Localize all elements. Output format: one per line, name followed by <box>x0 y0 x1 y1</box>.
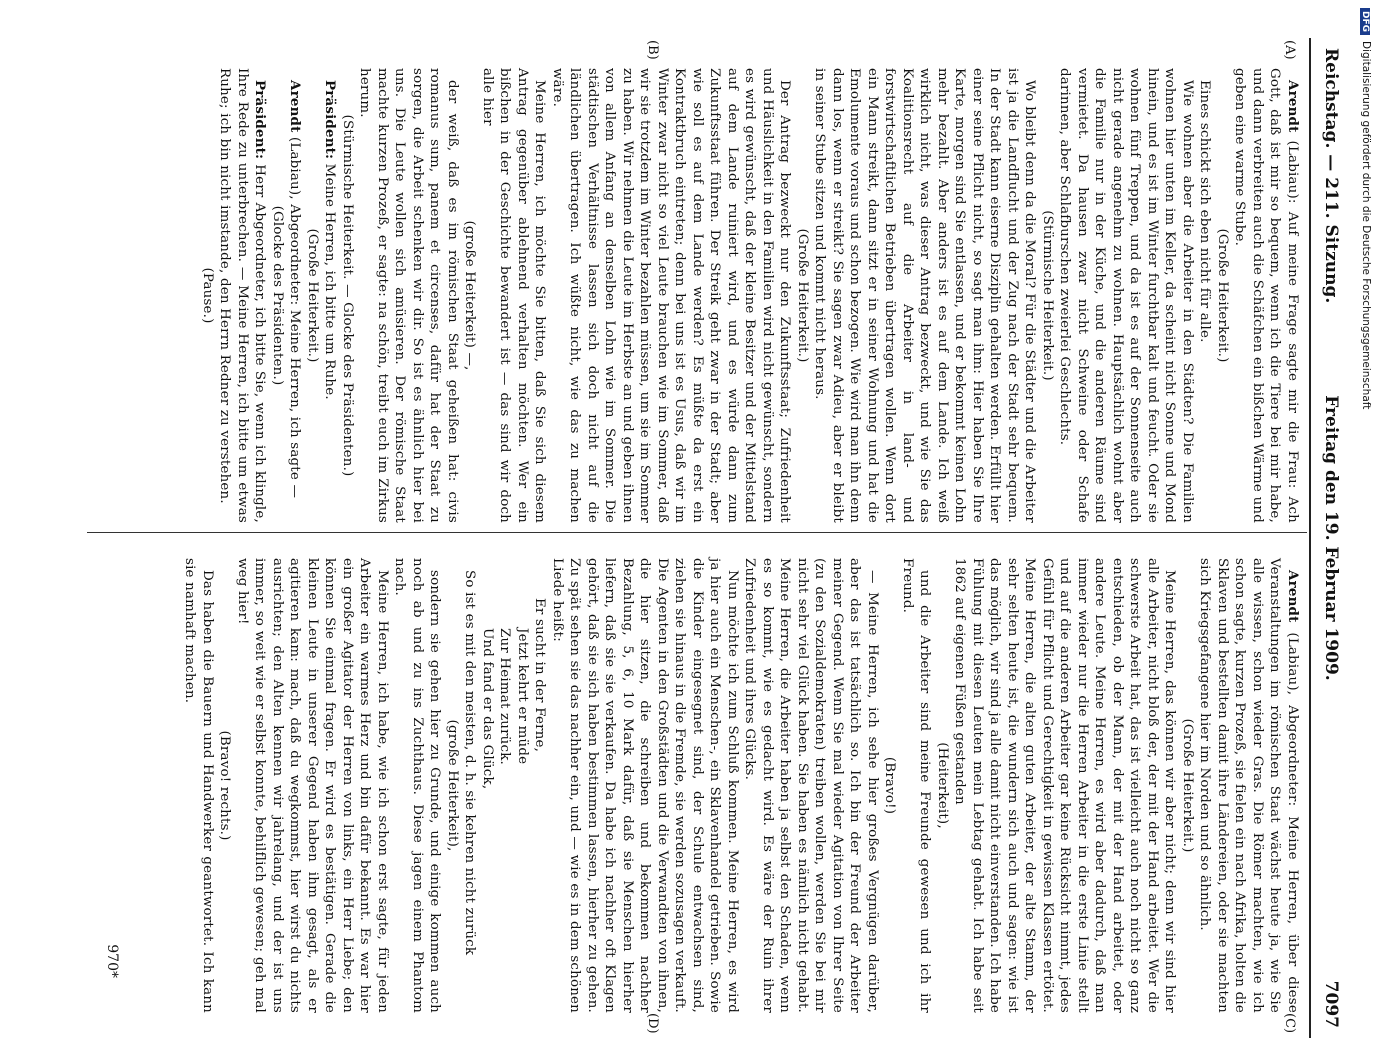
stage-direction: (Glocke des Präsidenten.) <box>270 205 285 386</box>
page-number: 7097 <box>1321 980 1341 1028</box>
stage-direction: (Pause.) <box>200 267 215 324</box>
speech-text: Meine Herren, ich bitte um Ruhe. <box>322 163 338 400</box>
poem-line: Und fand er das Glück, <box>480 628 495 790</box>
digitization-credit <box>1360 8 1372 968</box>
stage-direction: (Große Heiterkeit.) <box>305 228 320 363</box>
page-header <box>1311 38 1345 1038</box>
paragraph: Meine Herren, das können wir aber nicht; denn wir sind hier alle Arbeiter, nicht bloß der, der mit der Hand arbeitet. Wer die schwerste Arbeit hat, das ist vielleicht auch noch nicht so ganz entschieden, ob der Mann, der mit der Hand arbeitet, oder andere Leute. Meine Herren, es wird aber dadurch, daß man immer wieder nur die Herren Arbeiter in die erste Linie stellt und auf die anderen Arbeiter gar keine Rücksicht nimmt, jedes Gefühl für Pflicht und Gerechtigkeit in gewissen Klassen ertötet. Meine Herren, die alten guten Arbeiter, der alte Stamm, der sehr selten heute ist, die wundern sich auch und sagen: wie ist das möglich, wir sind ja alle damit nicht einverstanden. Ich habe Fühlung mit diesen Leuten mein Lebtag gehabt. Ich habe seit 1862 auf eigenen Füßen gestanden <box>952 558 1178 1013</box>
speech-paragraph <box>321 68 339 523</box>
speaker-name: Arendt <box>1285 80 1301 133</box>
header-center: Freitag den 19. Februar 1909. <box>1321 395 1341 681</box>
paragraph: Wo bleibt denn da die Moral? Für die Städter und die Arbeiter ist ja die Landflucht und der Zug nach der Stadt sehr bequem. In der Stadt kann eiserne Disziplin gehalten werden. Erfüllt hier einer seine Pflicht nicht, so sagt man ihm: Hier haben Sie Ihre Karte, morgen sind Sie entlassen, und er bekommt keinen Lohn mehr bezahlt. Aber anders ist es auf dem Lande. Ich weiß wirklich nicht, was dieser Antrag bezweckt, und wie Sie das Koalitionsrecht auf die Arbeiter in land- und forstwirtschaftlichen Betrieben übertragen wollen. Wenn dort ein Mann streikt, dann sitzt er in seiner Wohnung und hat die Emolumente voraus und schon bezogen. Wie wird man ihn denn dann los, wenn er streikt? Sie sagen zwar Adieu, aber er bleibt in seiner Stube sitzen und kommt nicht heraus. <box>812 68 1038 523</box>
speech-paragraph <box>216 68 269 523</box>
paragraph: Wie wohnen aber die Arbeiter in den Städten? Die Familien wohnen hier unten im Keller, da scheint nicht Sonne und Mond hinein, und es ist im Winter furchtbar kalt und feucht. Oder sie wohnen fünf Treppen, und da ist es auf der Sonnenseite auch nicht gerade angenehm zu wohnen. Hauptsächlich wohnt aber die Familie nur in der Küche, und die anderen Räume sind vermietet. Da hausen zwar nicht Schweine oder Schafe darinnen, aber Schlafburschen zweierlei Geschlechts. <box>1057 68 1195 523</box>
paragraph: Das haben die Bauern und Handwerker geantwortet. Ich kann sie namhaft machen. <box>182 558 215 1013</box>
footer-signature-mark: 970* <box>104 944 120 978</box>
stage-direction: (große Heiterkeit) —, <box>462 220 478 371</box>
stage-direction: (große Heiterkeit), <box>445 719 460 852</box>
right-column <box>181 558 1301 1013</box>
speech-paragraph <box>1196 558 1301 1013</box>
margin-mark-d: (D) <box>645 1013 660 1034</box>
paragraph: Meine Herren, ich möchte Sie bitten, daß Sie sich diesem Antrag gegenüber ablehnend verhalten möchten. Wer ein bißchen in der Geschichte bewandert ist — das sind wir doch alle hier <box>480 68 548 523</box>
poem-line: Jetzt kehrt er müde <box>515 628 530 765</box>
speech-paragraph <box>286 68 304 523</box>
stage-direction: (Große Heiterkeit.) <box>1215 228 1230 363</box>
stage-direction: (Bravo! rechts.) <box>217 730 233 841</box>
speaker-name: Arendt <box>287 80 304 133</box>
header-rule <box>1309 38 1311 1038</box>
dfg-logo: DFG <box>1360 8 1370 35</box>
poem-line: Er sucht in der Ferne, <box>532 598 548 753</box>
stage-direction: (Bravo!) <box>882 756 898 815</box>
stage-direction: (Stürmische Heiterkeit.) <box>1040 210 1055 381</box>
left-column <box>199 68 1302 523</box>
paragraph: Meine Herren, ich habe, wie ich schon erst sagte, für jeden Arbeiter ein warmes Herz und bin dafür bekannt. Es war hier ein großer Agitator der Herren von links, ein Herr Liebe; den können Sie einmal fragen. Er wird es bestätigen. Gerade die kleinen Leute in unserer Gegend haben ihm gesagt, als er agitieren kam: mach, daß du wegkommst, hier wirst du nichts ausrichten; den Alten kennen wir jahrelang, und der ist uns immer, so weit wie er selbst konnte, behilflich gewesen; geh mal weg hier! <box>235 558 390 1013</box>
speaker-name: Präsident: <box>252 80 269 160</box>
paragraph: Eines schickt sich eben nicht für alle. <box>1197 80 1213 343</box>
margin-mark-a: (A) <box>1282 40 1297 60</box>
margin-mark-c: (C) <box>1282 1013 1297 1034</box>
margin-mark-b: (B) <box>645 40 660 60</box>
stage-direction: (Stürmische Heiterkeit. — Glocke des Präsidenten.) <box>340 114 355 477</box>
digitization-credit-text: Digitalisierung gefördert durch die Deutsche Forschungsgemeinschaft <box>1360 41 1372 410</box>
paragraph: — Meine Herren, ich sehe hier großes Vergnügen darüber, aber das ist tatsächlich so. Ich bin der Freund der Arbeiter meiner Gegend. Wenn Sie mal wieder Agitation von Ihrer Seite (zu den Sozialdemokraten) treiben wollen, werden Sie bei mir nicht sehr viel Glück haben. Sie haben es nämlich nicht gehabt. Meine Herren, die Arbeiter haben ja selbst den Schaden, wenn es so kommt, wie es gedacht wird. Es wäre der Ruin ihrer Zufriedenheit und ihres Glücks. <box>742 558 880 1013</box>
column-divider <box>87 532 1307 533</box>
stage-direction: (Heiterkeit), <box>935 742 950 829</box>
poem-line: Zur Heimat zurück. <box>497 628 513 765</box>
speech-text: (Labiau), Abgeordneter: Meine Herren, ich sagte — <box>287 136 303 499</box>
header-left: Reichstag. — 211. Sitzung. <box>1321 48 1341 304</box>
document-page <box>60 38 1345 1038</box>
paragraph: So ist es mit den meisten, d. h. sie kehren nicht zurück <box>462 570 478 956</box>
paragraph: der weiß, daß es im römischen Staat geheißen hat: civis romanus sum, panem et circenses, dafür hat der Staat zu sorgen, die Arbeit schenken wir dir. So ist es ähnlich hier bei uns. Die Leute wollen sich amüsieren. Der römische Staat machte kurzen Prozeß, er sagte: na schön, treibt euch im Zirkus herum. <box>357 68 460 523</box>
speech-paragraph <box>1231 68 1301 523</box>
paragraph: sondern sie gehen hier zu Grunde, und einige kommen auch noch ab und zu ins Zuchthaus. Diese jagen einem Phantom nach. <box>392 558 443 1013</box>
speaker-name: Arendt <box>1285 570 1301 623</box>
paragraph: und die Arbeiter sind meine Freunde gewesen und ich ihr Freund. <box>900 558 933 1013</box>
stage-direction: (Große Heiterkeit.) <box>795 228 810 363</box>
speaker-name: Präsident: <box>322 80 339 160</box>
stage-direction: (Große Heiterkeit.) <box>1180 718 1195 853</box>
paragraph: Nun möchte ich zum Schluß kommen. Meine Herren, es wird ja hier auch ein Menschen-, ein Sklavenhandel getrieben. Sowie die Kinder eingesegnet sind, der Schule entwachsen sind, ziehen sie hinaus in die Fremde, sie werden sozusagen verkauft. Die Agenten in den Großstädten und die Verwandten von ihnen, die hier sitzen, die schreiben und bekommen nachher Bezahlung, 5, 6, 10 Mark dafür, daß sie Menschen hierher liefern, daß sie sie verkaufen. Da habe ich nachher oft Klagen gehört, daß sie sich haben bestimmen lassen, hierher zu gehen. Zu spät sehen sie das nachher ein, und — wie es in dem schönen Liede heißt: <box>550 558 740 1013</box>
speech-text: Herr Abgeordneter, ich bitte Sie, wenn ich klingle, Ihre Rede zu unterbrechen. — Meine Herren, ich bitte um etwas Ruhe; ich bin nicht imstande, den Herrn Redner zu verstehen. <box>217 68 268 523</box>
speech-text: (Labiau), Abgeordneter: Meine Herren, über diese Veranstaltungen im römischen Staat wächst heute ja, wie Sie alle wissen, schon wieder Gras. Die Römer machten, wie ich schon sagte, kurzen Prozeß, sie fielen ein nach Afrika, holten die Sklaven und bestellten damit ihre Ländereien, oder sie machten sich Kriegsgefangene hier im Norden und so ähnlich. <box>1197 558 1300 1013</box>
speech-text: (Labiau): Auf meine Frage sagte mir die Frau: Ach Gott, daß ist mir so bequem, wenn ich die Tiere bei mir habe, und dann verbreiten auch die Schäfchen ein bißchen Wärme und geben eine warme Stube. <box>1232 68 1300 523</box>
paragraph: Der Antrag bezweckt nur den Zukunftsstaat; Zufriedenheit und Häuslichkeit in den Familien wird nicht gewünscht, sondern es wird gewünscht, daß der kleine Besitzer und der Mittelstand auf dem Lande ruiniert wird, und es würde dann zum Zukunftsstaat führen. Der Streik geht zwar in der Stadt; aber wie soll es auf dem Lande werden? Es müßte da erst ein Kontraktbruch eintreten; denn bei uns ist es Usus, daß wir im Winter zwar nicht so viel Leute brauchen wie im Sommer, daß wir sie trotzdem im Winter bezahlen müssen, um sie im Sommer zu haben. Wir nehmen die Leute im Herbste an und geben ihnen von allem Anfang an denselben Lohn wie im Sommer. Die städtischen Verhältnisse lassen sich doch nicht auf die ländlichen übertragen. Ich wüßte nicht, wie das zu machen wäre. <box>550 68 793 523</box>
